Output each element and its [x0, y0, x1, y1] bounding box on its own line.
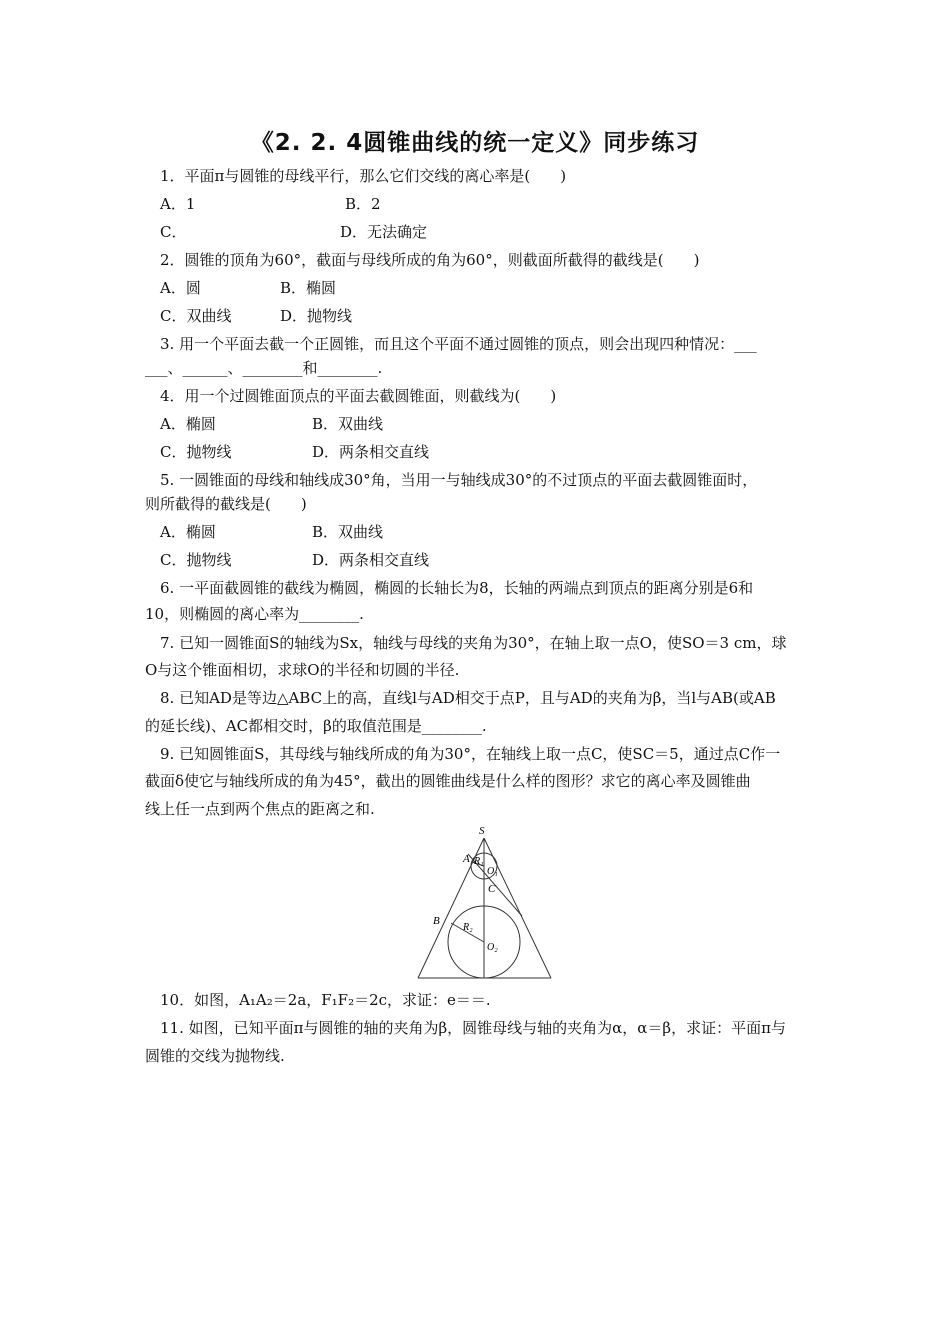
question-5-option-b: B．双曲线	[312, 523, 384, 541]
question-8-line-2: 的延长线)、AC都相交时，β的取值范围是________.	[145, 717, 487, 735]
label-o1: O₁	[487, 866, 498, 877]
question-2-option-b: B．椭圆	[280, 279, 337, 297]
question-4-stem: 4．用一个过圆锥面顶点的平面去截圆锥面，则截线为( )	[160, 387, 557, 405]
question-3-line-1: 3. 用一个平面去截一个正圆锥，而且这个平面不通过圆锥的顶点，则会出现四种情况：___	[160, 335, 757, 353]
question-10: 10．如图，A₁A₂＝2a，F₁F₂＝2c，求证：e＝＝.	[160, 991, 491, 1009]
question-5-line-1: 5. 一圆锥面的母线和轴线成30°角，当用一与轴线成30°的不过顶点的平面去截圆锥面时，	[160, 471, 758, 489]
question-1-option-d: D．无法确定	[340, 223, 428, 241]
label-r2: R₂	[463, 922, 473, 933]
question-1-stem: 1．平面π与圆锥的母线平行，那么它们交线的离心率是( )	[160, 167, 567, 185]
cone-sphere-figure	[410, 820, 555, 984]
question-4-option-a: A．椭圆	[160, 415, 216, 433]
question-4-option-c: C．抛物线	[160, 443, 232, 461]
question-6-line-2: 10，则椭圆的离心率为________.	[145, 605, 364, 623]
question-4-option-b: B．双曲线	[312, 415, 384, 433]
question-9-line-1: 9. 已知圆锥面S，其母线与轴线所成的角为30°，在轴线上取一点C，使SC＝5，通过点C作一	[160, 745, 781, 763]
page-title: 《2. 2. 4圆锥曲线的统一定义》同步练习	[250, 130, 700, 156]
question-5-line-2: 则所截得的截线是( )	[145, 495, 307, 513]
question-1-option-a: A．1	[160, 195, 196, 213]
label-a: A	[463, 853, 470, 865]
question-5-option-a: A．椭圆	[160, 523, 216, 541]
question-2-option-c: C．双曲线	[160, 307, 232, 325]
question-9-line-2: 截面δ使它与轴线所成的角为45°，截出的圆锥曲线是什么样的图形？求它的离心率及圆锥曲	[145, 772, 751, 790]
question-11-line-2: 圆锥的交线为抛物线.	[145, 1047, 285, 1065]
label-c: C	[488, 883, 496, 895]
question-1-option-b: B．2	[345, 195, 381, 213]
question-2-option-a: A．圆	[160, 279, 201, 297]
question-5-option-d: D．两条相交直线	[312, 551, 430, 569]
question-2-stem: 2．圆锥的顶角为60°，截面与母线所成的角为60°，则截面所截得的截线是( )	[160, 251, 700, 269]
question-4-option-d: D．两条相交直线	[312, 443, 430, 461]
cone-diagram	[410, 820, 555, 984]
question-2-option-d: D．抛物线	[280, 307, 353, 325]
label-b: B	[433, 915, 440, 927]
question-5-option-c: C．抛物线	[160, 551, 232, 569]
question-7-line-1: 7. 已知一圆锥面S的轴线为Sx，轴线与母线的夹角为30°，在轴上取一点O，使SO＝3 cm，球	[160, 634, 787, 652]
label-o2: O₂	[487, 942, 498, 953]
question-1-option-c: C．	[160, 223, 187, 241]
question-3-line-2: ___、______、________和________.	[145, 359, 383, 377]
cone-right-generatrix	[484, 838, 551, 978]
label-s: S	[479, 825, 485, 837]
question-11-line-1: 11. 如图，已知平面π与圆锥的轴的夹角为β，圆锥母线与轴的夹角为α，α＝β，求证：平面π与	[160, 1019, 786, 1037]
question-8-line-1: 8. 已知AD是等边△ABC上的高，直线l与AD相交于点P，且与AD的夹角为β，当l与AB(或AB	[160, 689, 776, 707]
question-9-line-3: 线上任一点到两个焦点的距离之和.	[145, 800, 375, 818]
question-7-line-2: O与这个锥面相切，求球O的半径和切圆的半径.	[145, 661, 460, 679]
label-r1: R₁	[474, 856, 484, 867]
question-6-line-1: 6. 一平面截圆锥的截线为椭圆，椭圆的长轴长为8，长轴的两端点到顶点的距离分别是6和	[160, 579, 754, 597]
